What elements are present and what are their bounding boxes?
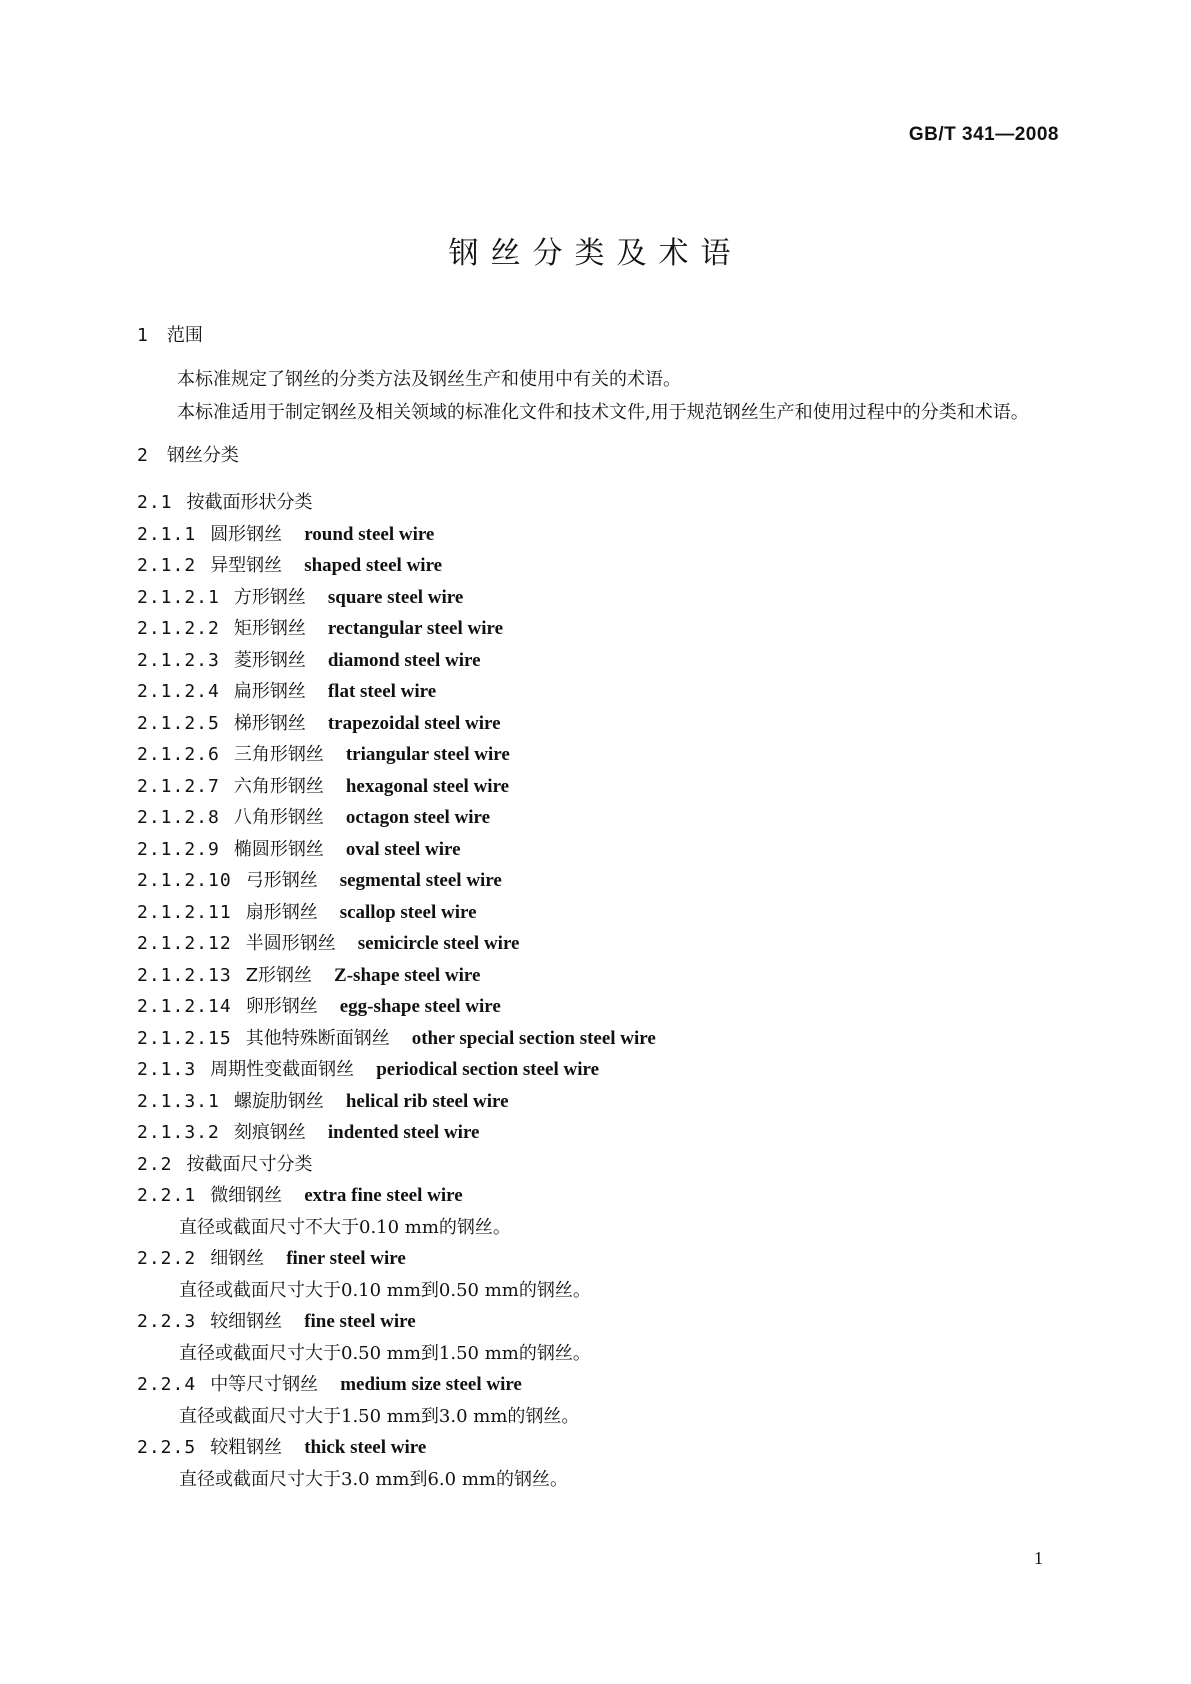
term-entry xyxy=(137,487,1062,519)
term-chinese: 较粗钢丝 xyxy=(210,1437,283,1458)
term-number: 2.1 xyxy=(137,492,173,513)
term-english: fine steel wire xyxy=(304,1311,416,1332)
term-english: square steel wire xyxy=(327,586,464,608)
term-english: other special section steel wire xyxy=(411,1027,656,1049)
term-number: 2.2.4 xyxy=(137,1374,197,1395)
term-number: 2.1.2.4 xyxy=(137,681,220,702)
term-entry xyxy=(137,613,1062,645)
term-english: trapezoidal steel wire xyxy=(327,712,501,734)
term-number: 2.1.2.13 xyxy=(137,964,232,986)
term-entry xyxy=(137,1117,1062,1149)
term-number: 2.1.3.1 xyxy=(137,1090,220,1112)
term-chinese: 螺旋肋钢丝 xyxy=(233,1090,324,1112)
term-entry xyxy=(137,1243,1062,1275)
term-definition: 直径或截面尺寸大于1.50 mm到3.0 mm的钢丝。 xyxy=(179,1405,580,1427)
term-entry xyxy=(137,1149,1062,1181)
term-english: rectangular steel wire xyxy=(327,618,504,639)
term-chinese: 椭圆形钢丝 xyxy=(233,838,324,860)
term-number: 2.1.2.10 xyxy=(137,870,232,891)
term-number: 2.2.3 xyxy=(137,1311,197,1332)
term-definition: 直径或截面尺寸不大于0.10 mm的钢丝。 xyxy=(179,1216,511,1238)
term-definition: 直径或截面尺寸大于3.0 mm到6.0 mm的钢丝。 xyxy=(179,1468,568,1490)
term-english: egg-shape steel wire xyxy=(339,996,501,1017)
term-english: octagon steel wire xyxy=(345,807,491,828)
term-entry xyxy=(137,897,1062,929)
term-chinese: 三角形钢丝 xyxy=(233,744,324,765)
document-body xyxy=(137,321,1062,1495)
term-entry xyxy=(137,676,1062,708)
term-chinese: 卵形钢丝 xyxy=(245,996,318,1017)
term-english: segmental steel wire xyxy=(339,870,502,891)
term-chinese: 八角形钢丝 xyxy=(233,807,324,828)
term-english: Z-shape steel wire xyxy=(334,964,481,986)
term-chinese: 圆形钢丝 xyxy=(210,523,283,545)
term-number: 2.1.1 xyxy=(137,523,197,545)
term-chinese: 六角形钢丝 xyxy=(233,775,324,797)
term-english: extra fine steel wire xyxy=(304,1185,463,1206)
term-entry xyxy=(137,1023,1062,1055)
term-chinese: 半圆形钢丝 xyxy=(245,933,336,954)
term-entry xyxy=(137,771,1062,803)
scope-paragraph-1: 本标准规定了钢丝的分类方法及钢丝生产和使用中有关的术语。 xyxy=(177,369,681,390)
term-chinese: 矩形钢丝 xyxy=(233,618,306,639)
term-number: 2.1.2.15 xyxy=(137,1027,232,1049)
term-chinese: 异型钢丝 xyxy=(210,555,283,576)
term-chinese: 微细钢丝 xyxy=(210,1185,283,1206)
term-english: triangular steel wire xyxy=(345,744,510,765)
term-definition: 直径或截面尺寸大于0.10 mm到0.50 mm的钢丝。 xyxy=(179,1279,591,1301)
term-entry xyxy=(137,865,1062,897)
section-title: 钢丝分类 xyxy=(166,445,239,466)
term-english: medium size steel wire xyxy=(340,1374,522,1395)
term-entry xyxy=(137,834,1062,866)
term-number: 2.1.2.3 xyxy=(137,649,220,671)
term-chinese: 菱形钢丝 xyxy=(233,649,306,671)
term-english: hexagonal steel wire xyxy=(345,775,510,797)
term-number: 2.1.2.2 xyxy=(137,618,220,639)
term-chinese: 其他特殊断面钢丝 xyxy=(245,1027,390,1049)
term-number: 2.1.2 xyxy=(137,555,197,576)
term-entry xyxy=(137,1180,1062,1212)
term-number: 2.2.2 xyxy=(137,1248,197,1269)
term-list xyxy=(137,487,1062,1495)
term-entry xyxy=(137,645,1062,677)
term-entry xyxy=(137,708,1062,740)
term-chinese: 较细钢丝 xyxy=(210,1311,283,1332)
term-chinese: 扁形钢丝 xyxy=(233,681,306,702)
term-english: shaped steel wire xyxy=(304,555,443,576)
term-number: 2.2.1 xyxy=(137,1185,197,1206)
term-number: 2.1.2.5 xyxy=(137,712,220,734)
term-number: 2.1.2.6 xyxy=(137,744,220,765)
term-number: 2.1.2.8 xyxy=(137,807,220,828)
term-entry xyxy=(137,1369,1062,1401)
term-chinese: 弓形钢丝 xyxy=(245,870,318,891)
term-chinese: Z形钢丝 xyxy=(245,964,313,986)
term-entry xyxy=(137,928,1062,960)
term-chinese: 周期性变截面钢丝 xyxy=(210,1059,355,1080)
term-number: 2.2.5 xyxy=(137,1437,197,1458)
term-number: 2.1.2.11 xyxy=(137,901,232,923)
term-chinese: 中等尺寸钢丝 xyxy=(210,1374,319,1395)
term-english: scallop steel wire xyxy=(339,901,477,923)
term-english: diamond steel wire xyxy=(327,649,481,671)
term-number: 2.1.2.9 xyxy=(137,838,220,860)
standard-number: GB/T 341—2008 xyxy=(908,124,1059,145)
term-entry xyxy=(137,519,1062,551)
scope-paragraph-2: 本标准适用于制定钢丝及相关领域的标准化文件和技术文件,用于规范钢丝生产和使用过程中的分类和术语。 xyxy=(177,402,1029,423)
term-entry xyxy=(137,1432,1062,1464)
section-number: 2 xyxy=(137,445,149,466)
term-english: thick steel wire xyxy=(304,1437,427,1458)
term-entry xyxy=(137,1086,1062,1118)
document-title: 钢丝分类及术语 xyxy=(448,236,743,271)
term-chinese: 按截面尺寸分类 xyxy=(186,1153,313,1175)
section-heading-classification xyxy=(137,441,1062,471)
term-entry xyxy=(137,739,1062,771)
term-english: round steel wire xyxy=(304,523,435,545)
term-number: 2.1.3 xyxy=(137,1059,197,1080)
term-number: 2.2 xyxy=(137,1153,173,1175)
term-number: 2.1.3.2 xyxy=(137,1122,220,1143)
term-english: periodical section steel wire xyxy=(376,1059,600,1080)
term-chinese: 方形钢丝 xyxy=(233,586,306,608)
term-chinese: 扇形钢丝 xyxy=(245,901,318,923)
term-english: semicircle steel wire xyxy=(357,933,520,954)
page-number: 1 xyxy=(1034,1548,1043,1568)
term-entry xyxy=(137,960,1062,992)
term-english: indented steel wire xyxy=(327,1122,480,1143)
term-chinese: 细钢丝 xyxy=(210,1248,265,1269)
term-number: 2.1.2.12 xyxy=(137,933,232,954)
term-english: oval steel wire xyxy=(345,838,461,860)
section-number: 1 xyxy=(137,325,149,346)
term-chinese: 梯形钢丝 xyxy=(233,712,306,734)
term-number: 2.1.2.7 xyxy=(137,775,220,797)
term-entry xyxy=(137,550,1062,582)
term-chinese: 刻痕钢丝 xyxy=(233,1122,306,1143)
term-entry xyxy=(137,991,1062,1023)
term-chinese: 按截面形状分类 xyxy=(186,492,313,513)
section-heading-scope xyxy=(137,321,1062,351)
term-number: 2.1.2.1 xyxy=(137,586,220,608)
term-english: flat steel wire xyxy=(327,681,437,702)
term-english: finer steel wire xyxy=(286,1248,406,1269)
term-definition: 直径或截面尺寸大于0.50 mm到1.50 mm的钢丝。 xyxy=(179,1342,591,1364)
term-number: 2.1.2.14 xyxy=(137,996,232,1017)
term-entry xyxy=(137,1306,1062,1338)
term-entry xyxy=(137,582,1062,614)
section-title: 范围 xyxy=(166,325,203,346)
term-entry xyxy=(137,1054,1062,1086)
term-english: helical rib steel wire xyxy=(345,1090,509,1112)
term-entry xyxy=(137,802,1062,834)
